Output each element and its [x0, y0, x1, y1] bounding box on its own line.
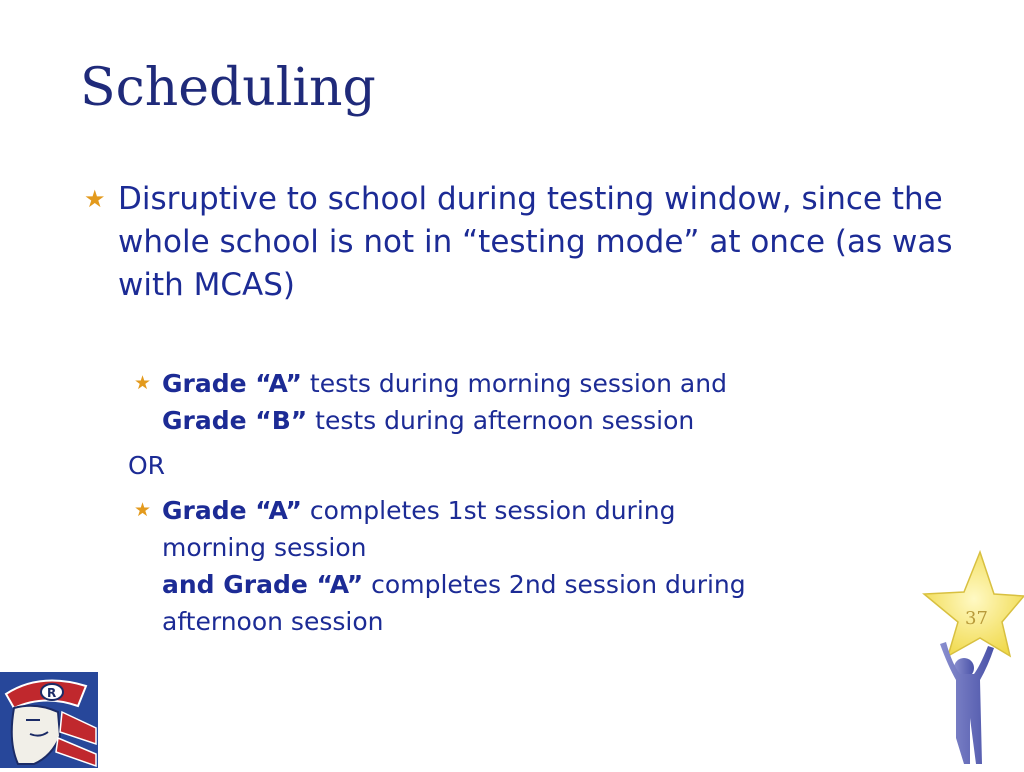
bullet-text: Disruptive to school during testing window, since the whole school is not in “testing mode” at once (as was with MCAS) [118, 181, 953, 303]
bullet-disruptive [86, 178, 966, 307]
star-figure-graphic [918, 548, 1024, 768]
bold-label: Grade “A” [162, 496, 302, 525]
sub-text: tests during afternoon session [307, 406, 695, 435]
slide-title: Scheduling [80, 58, 376, 118]
sub-text: afternoon session [162, 607, 384, 636]
sub-text: completes 1st session during [301, 496, 676, 525]
sub-text: tests during morning session and [301, 369, 727, 398]
patriot-mascot-logo [0, 672, 98, 768]
or-separator: OR [128, 451, 166, 480]
sub-bullet-text [162, 365, 894, 439]
star-bullet-icon: ★ [84, 185, 106, 213]
person-holding-star-icon [918, 548, 1024, 768]
sub-bullet-grade-a-b [134, 365, 894, 439]
bold-label: Grade “B” [162, 406, 308, 435]
star-bullet-icon: ★ [134, 499, 152, 521]
bold-label: and Grade “A” [162, 570, 364, 599]
sub-text: completes 2nd session during [363, 570, 746, 599]
svg-text:R: R [47, 686, 57, 700]
patriot-logo-graphic [0, 672, 98, 768]
star-bullet-icon: ★ [134, 372, 152, 394]
sub-bullet-grade-a-sessions [134, 492, 894, 640]
bold-label: Grade “A” [162, 369, 302, 398]
slide-number: 37 [965, 608, 988, 629]
sub-text: morning session [162, 533, 367, 562]
sub-bullet-text [162, 492, 894, 640]
